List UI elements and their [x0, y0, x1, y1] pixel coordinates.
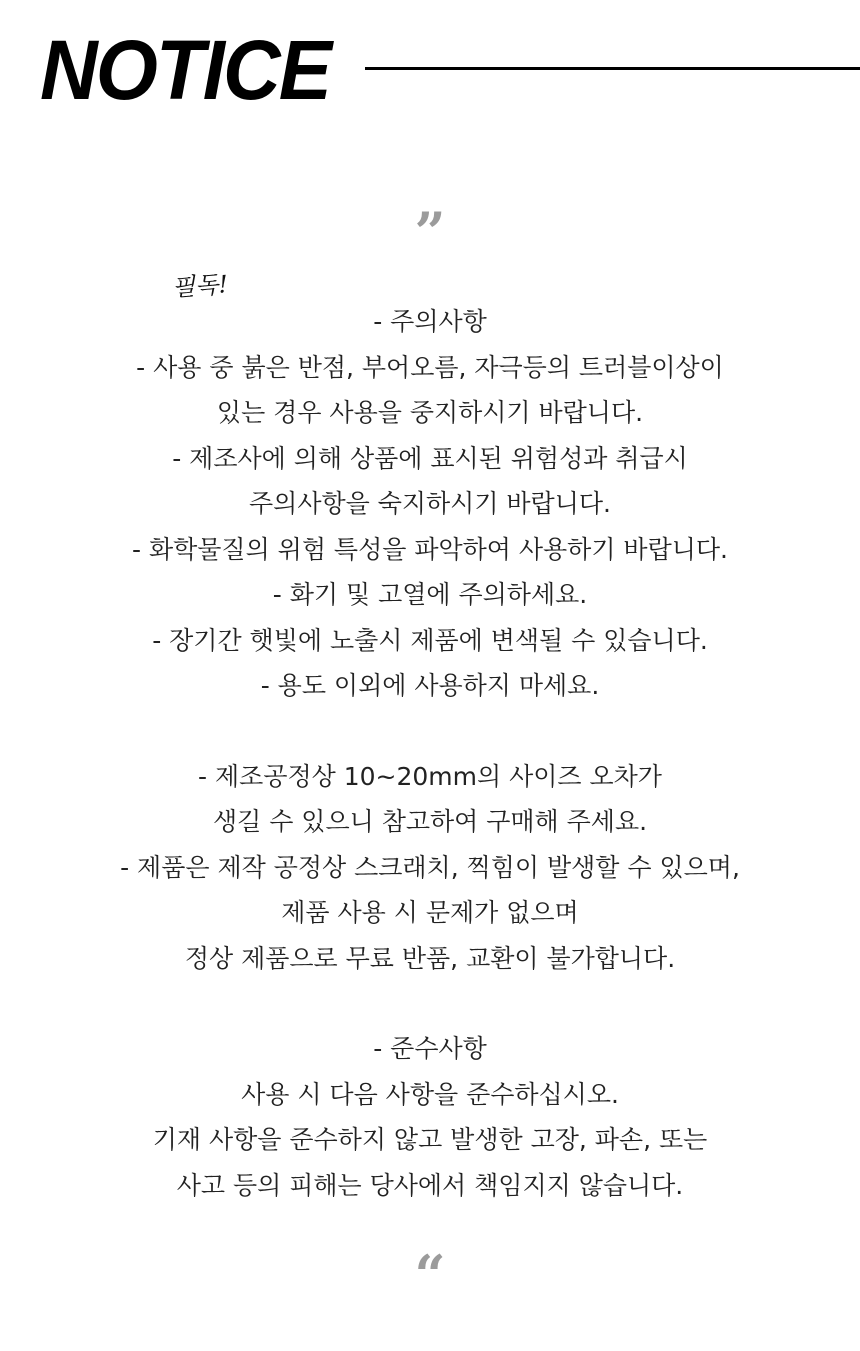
notice-line: - 제조공정상 10~20mm의 사이즈 오차가 [198, 761, 662, 791]
notice-line: - 주의사항 [373, 307, 487, 336]
notice-body [0, 299, 860, 1208]
notice-line: - 사용 중 붉은 반점, 부어오름, 자극등의 트러블이상이 [136, 352, 724, 382]
notice-line: - 제품은 제작 공정상 스크래치, 찍힘이 발생할 수 있으며, [120, 852, 740, 882]
compliance-section [0, 1026, 860, 1208]
opening-quote-icon: “ [414, 1243, 446, 1307]
title-divider [365, 67, 860, 70]
notice-line: 기재 사항을 준수하지 않고 발생한 고장, 파손, 또는 [152, 1125, 708, 1154]
notice-line: 생길 수 있으니 참고하여 구매해 주세요. [212, 807, 648, 836]
notice-line: 정상 제품으로 무료 반품, 교환이 불가합니다. [184, 943, 676, 973]
closing-quote-icon: ” [414, 200, 446, 264]
caution-section [0, 299, 860, 709]
page-title: NOTICE [40, 23, 331, 117]
notice-line: - 용도 이외에 사용하지 마세요. [260, 671, 600, 700]
notice-line: - 화기 및 고열에 주의하세요. [272, 580, 588, 609]
notice-header [0, 0, 860, 140]
manufacturing-section [0, 754, 860, 982]
notice-line: 사용 시 다음 사항을 준수하십시오. [241, 1079, 619, 1109]
notice-line: 사고 등의 피해는 당사에서 책임지지 않습니다. [176, 1170, 684, 1200]
notice-line: 제품 사용 시 문제가 없으며 [281, 898, 579, 927]
notice-line: 주의사항을 숙지하시기 바랍니다. [249, 489, 611, 518]
notice-line: 있는 경우 사용을 중지하시기 바랍니다. [216, 398, 644, 427]
notice-line: - 준수사항 [373, 1034, 487, 1063]
notice-line: - 제조사에 의해 상품에 표시된 위험성과 취급시 [172, 443, 688, 473]
handwritten-must-read: 필독! [171, 270, 229, 302]
notice-line: - 장기간 햇빛에 노출시 제품에 변색될 수 있습니다. [152, 625, 708, 655]
notice-line: - 화학물질의 위험 특성을 파악하여 사용하기 바랍니다. [132, 534, 728, 564]
